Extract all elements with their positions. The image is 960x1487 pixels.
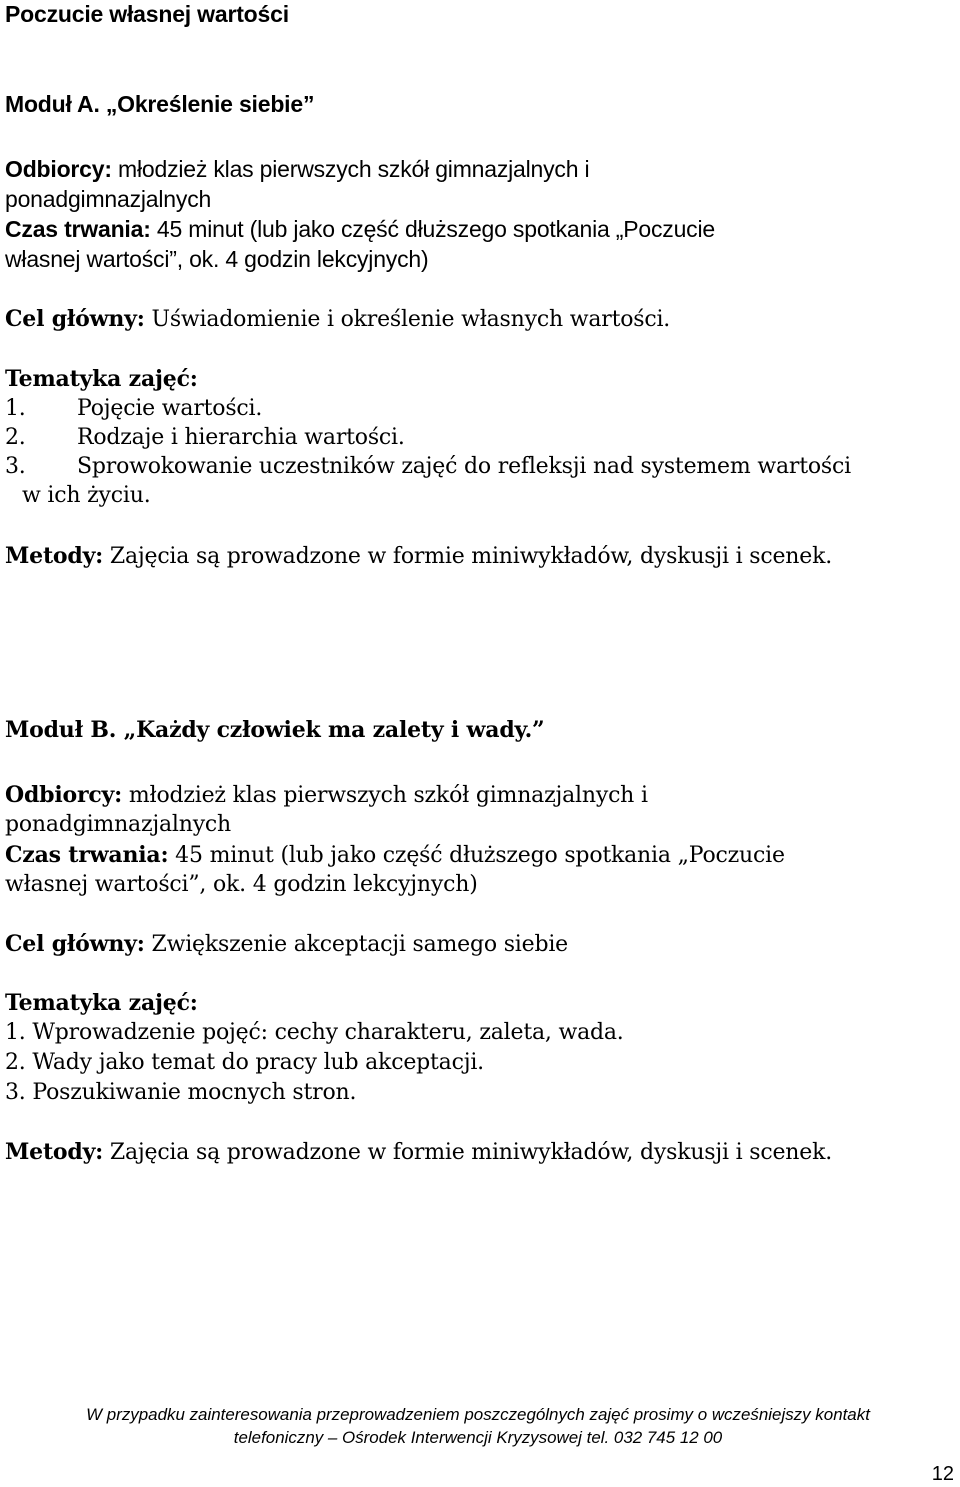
module-b-goal bbox=[5, 930, 568, 959]
goal-text: Zwiększenie akceptacji samego siebie bbox=[144, 932, 568, 957]
methods-text: Zajęcia są prowadzone w formie miniwykładów, dyskusji i scenek. bbox=[103, 1140, 833, 1165]
module-a-methods bbox=[5, 542, 832, 571]
module-a-topics-label: Tematyka zajęć: bbox=[5, 366, 198, 392]
topic-number: 2. bbox=[5, 425, 26, 450]
module-b-topic-1: 1. Wprowadzenie pojęć: cechy charakteru, zaleta, wada. bbox=[5, 1020, 624, 1045]
audience-text: młodzież klas pierwszych szkół gimnazjalnych i bbox=[122, 783, 648, 808]
module-b-topic-2: 2. Wady jako temat do pracy lub akceptacji. bbox=[5, 1050, 484, 1075]
module-b-heading: Moduł B. „Każdy człowiek ma zalety i wady.” bbox=[5, 717, 545, 743]
topic-number: 1. bbox=[5, 396, 26, 421]
module-a-audience-cont: ponadgimnazjalnych bbox=[5, 186, 212, 212]
module-b-audience-cont: ponadgimnazjalnych bbox=[5, 812, 232, 837]
module-b-topic-3: 3. Poszukiwanie mocnych stron. bbox=[5, 1080, 357, 1105]
goal-text: Uświadomienie i określenie własnych wartości. bbox=[144, 307, 671, 332]
page-number: 12 bbox=[931, 1463, 954, 1485]
audience-label: Odbiorcy: bbox=[5, 782, 123, 808]
topic-text: Rodzaje i hierarchia wartości. bbox=[77, 425, 405, 450]
module-a-duration bbox=[5, 215, 715, 243]
duration-label: Czas trwania: bbox=[5, 216, 151, 242]
topic-text: Sprowokowanie uczestników zajęć do refleksji nad systemem wartości bbox=[77, 454, 851, 479]
methods-label: Metody: bbox=[5, 1139, 104, 1165]
module-a-topic-3 bbox=[5, 453, 851, 481]
module-b-duration bbox=[5, 841, 785, 870]
module-b-methods bbox=[5, 1138, 832, 1167]
audience-label: Odbiorcy: bbox=[5, 156, 112, 182]
module-a-topic-1 bbox=[5, 395, 262, 423]
topic-text: Pojęcie wartości. bbox=[77, 396, 263, 421]
module-a-goal bbox=[5, 305, 670, 334]
footer-contact-line-2: telefoniczny – Ośrodek Interwencji Kryzysowej tel. 032 745 12 00 bbox=[233, 1428, 723, 1447]
duration-label: Czas trwania: bbox=[5, 842, 169, 868]
methods-label: Metody: bbox=[5, 543, 104, 569]
module-b-audience bbox=[5, 781, 648, 810]
module-a-topic-3-cont: w ich życiu. bbox=[22, 483, 151, 508]
footer-contact-line-1: W przypadku zainteresowania przeprowadzeniem poszczególnych zajęć prosimy o wcześniejszy kontakt bbox=[86, 1405, 870, 1424]
audience-text: młodzież klas pierwszych szkół gimnazjalnych i bbox=[111, 156, 590, 182]
goal-label: Cel główny: bbox=[5, 306, 145, 332]
goal-label: Cel główny: bbox=[5, 931, 145, 957]
module-b-topics-label: Tematyka zajęć: bbox=[5, 990, 198, 1016]
topic-number: 3. bbox=[5, 454, 26, 479]
methods-text: Zajęcia są prowadzone w formie miniwykładów, dyskusji i scenek. bbox=[103, 544, 833, 569]
duration-text: 45 minut (lub jako część dłuższego spotkania „Poczucie bbox=[168, 843, 785, 868]
module-b-duration-cont: własnej wartości”, ok. 4 godzin lekcyjnych) bbox=[5, 872, 478, 897]
document-title: Poczucie własnej wartości bbox=[5, 1, 289, 27]
duration-text: 45 minut (lub jako część dłuższego spotkania „Poczucie bbox=[150, 216, 715, 242]
module-a-duration-cont: własnej wartości”, ok. 4 godzin lekcyjnych) bbox=[5, 246, 429, 272]
module-a-heading: Moduł A. „Określenie siebie” bbox=[5, 91, 315, 117]
module-a-audience bbox=[5, 155, 589, 183]
module-a-topic-2 bbox=[5, 424, 405, 452]
